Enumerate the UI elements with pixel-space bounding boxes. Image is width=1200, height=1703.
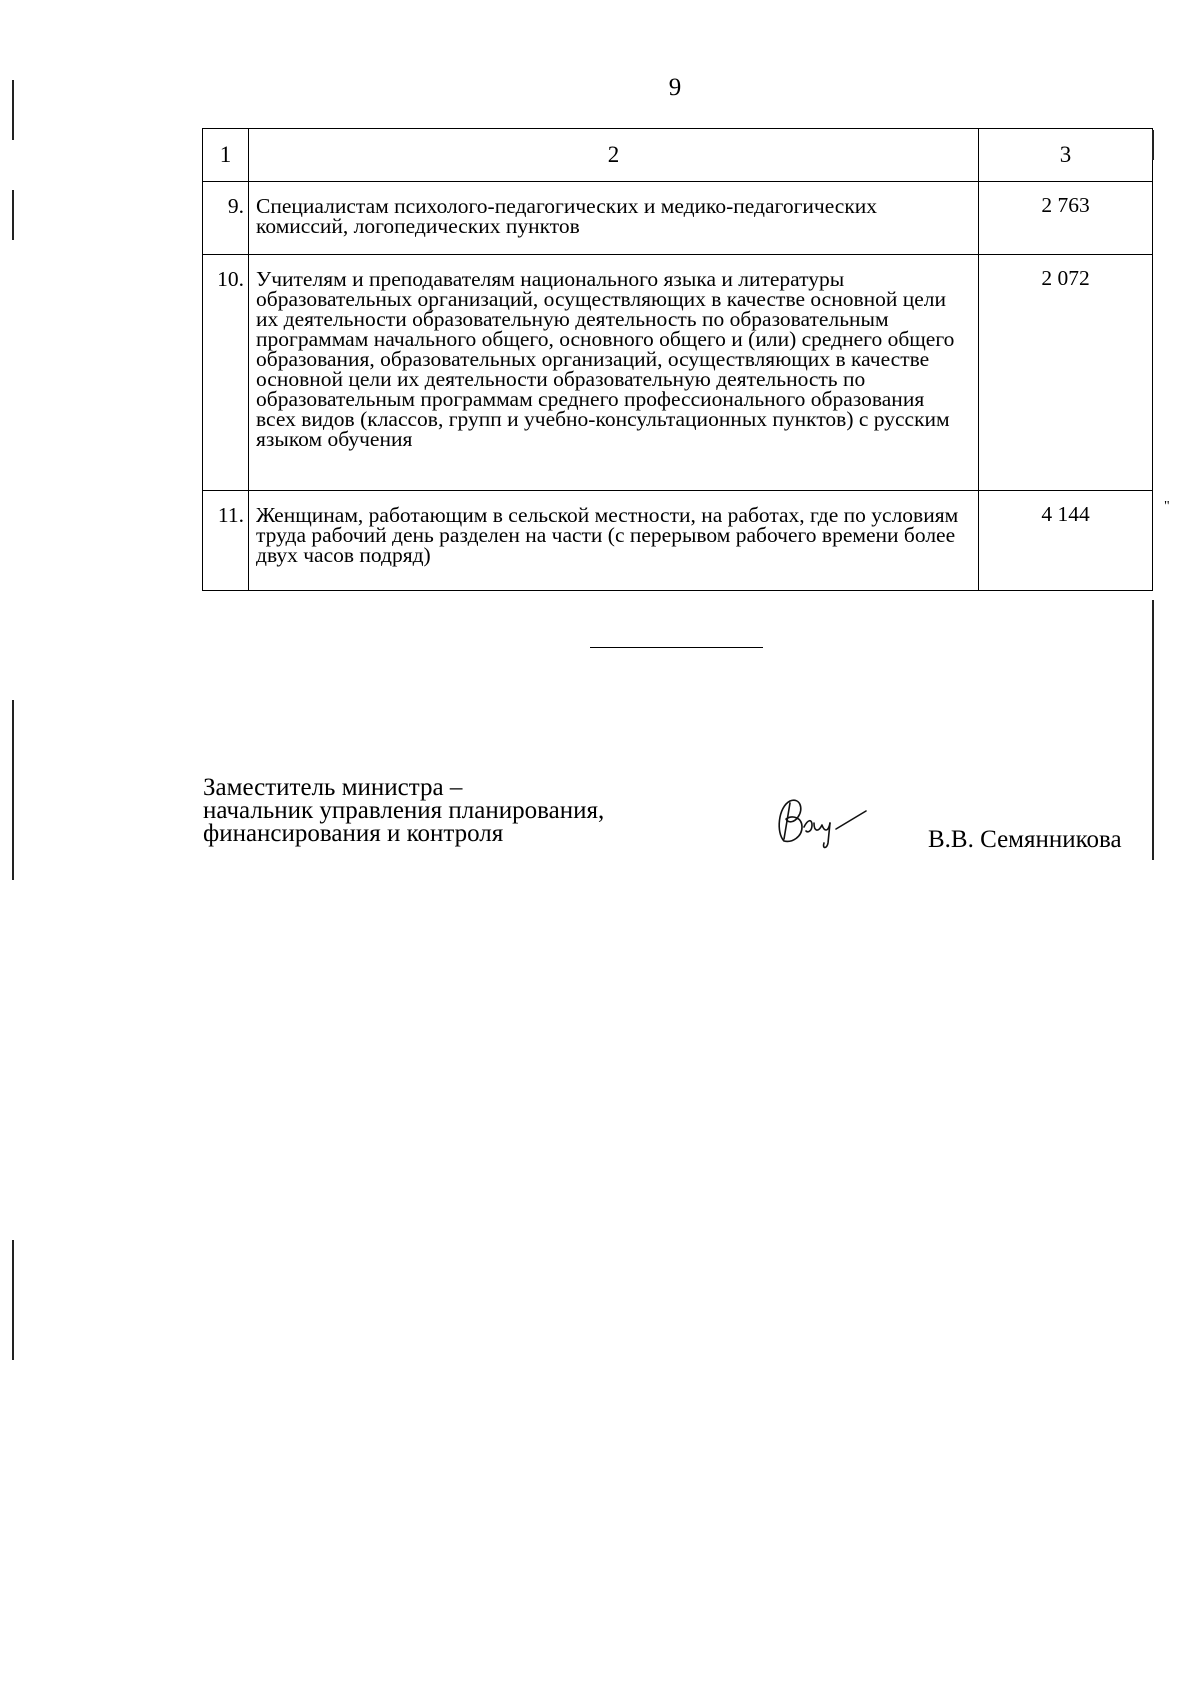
position-line: Заместитель министра – (203, 774, 463, 801)
scan-edge-mark (1152, 600, 1154, 860)
row-amount: 2 072 (979, 255, 1153, 491)
position-line: финансирования и контроля (203, 820, 504, 847)
row-amount: 4 144 (979, 491, 1153, 591)
row-category: Специалистам психолого-педагогических и медико-педагогических комиссий, логопедических пунктов (249, 182, 979, 255)
row-category: Учителям и преподавателям национального языка и литературы образовательных организаций, осуществляющих в качестве основной цели их деятельности образовательную деятельность по образовательным программам начального общего, основного общего и (или) среднего общего образования, образовательных организаций, осуществляющих в качестве основной цели их деятельности образовательную деятельность по образовательным программам среднего профессионального образования всех видов (классов, групп и учебно-консультационных пунктов) с русским языком обучения (249, 255, 979, 491)
signatory-name: В.В. Семянникова (928, 826, 1122, 853)
handwritten-signature (770, 793, 880, 853)
scan-edge-mark (12, 190, 14, 240)
row-number: 9. (203, 182, 249, 255)
table-row (203, 491, 1153, 591)
header-col-1: 1 (203, 129, 249, 182)
closing-quote: " (1164, 499, 1170, 514)
scan-edge-mark (12, 80, 14, 140)
separator-line (590, 647, 763, 648)
scan-edge-mark (12, 1240, 14, 1360)
header-col-3: 3 (979, 129, 1153, 182)
scan-edge-mark (12, 700, 14, 880)
table-row (203, 255, 1153, 491)
row-number: 10. (203, 255, 249, 491)
header-col-2: 2 (249, 129, 979, 182)
allowance-table (202, 128, 1153, 591)
scan-edge-mark (1152, 130, 1154, 160)
table-row (203, 182, 1153, 255)
page-number: 9 (668, 74, 682, 101)
table-header-row (203, 129, 1153, 182)
signatory-position (203, 776, 604, 845)
row-number: 11. (203, 491, 249, 591)
position-line: начальник управления планирования, (203, 797, 605, 824)
row-category: Женщинам, работающим в сельской местности, на работах, где по условиям труда рабочий день разделен на части (с перерывом рабочего времени более двух часов подряд) (249, 491, 979, 591)
row-amount: 2 763 (979, 182, 1153, 255)
